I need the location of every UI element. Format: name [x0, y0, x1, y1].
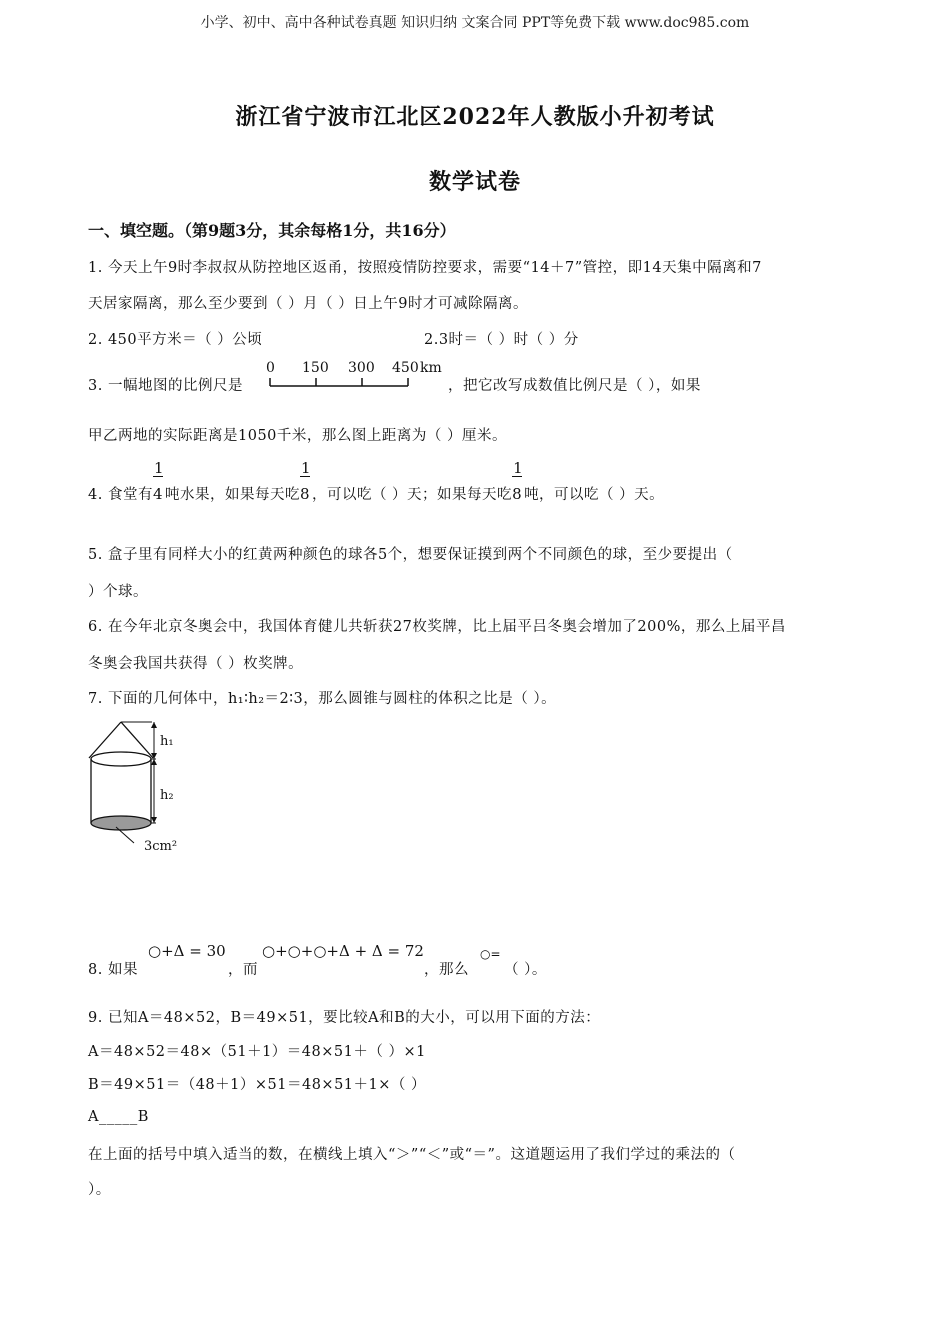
- q8-equation-1: ○+Δ = 30: [148, 942, 226, 960]
- q8-equation-2: ○+○+○+Δ + Δ = 72: [262, 942, 424, 960]
- q8-equation-3: ○=: [480, 947, 501, 961]
- q3-tail: ，把它改写成数值比例尺是（ ），如果: [448, 378, 701, 394]
- label-base-area: 3cm²: [144, 839, 178, 854]
- q3-lead: 3. 一幅地图的比例尺是: [88, 378, 243, 394]
- q4-part-2: 吨水果，如果每天吃: [164, 487, 300, 503]
- q2-part-2: 2.3时＝（ ）时（ ）分: [424, 332, 579, 348]
- scale-unit: km: [420, 360, 442, 376]
- q4-part-3: ，可以吃（ ）天；如果每天吃: [311, 487, 513, 503]
- page-header-banner: 小学、初中、高中各种试卷真题 知识归纳 文案合同 PPT等免费下载 www.doc985.com: [200, 15, 750, 31]
- q4-part-4: 吨，可以吃（ ）天。: [524, 487, 665, 503]
- q1-line-1: 1. 今天上午9时李叔叔从防控地区返甬，按照疫情防控要求，需要“14＋7”管控，即14天集中隔离和7: [88, 260, 762, 276]
- title-line-1: 浙江省宁波市江北区2022年人教版小升初考试: [235, 104, 715, 130]
- q6-line-1: 6. 在今年北京冬奥会中，我国体育健儿共斩获27枚奖牌，比上届平吕冬奥会增加了200%，那么上届平昌: [88, 619, 786, 635]
- q5-line-1: 5. 盒子里有同样大小的红黄两种颜色的球各5个，想要保证摸到两个不同颜色的球，至少要提出（: [88, 547, 733, 563]
- q9-line-3: B＝49×51＝（48＋1）×51＝48×51＋1×（ ）: [88, 1077, 427, 1093]
- q5-line-2: ）个球。: [88, 584, 148, 600]
- scale-label-0: 0: [266, 360, 275, 376]
- q8-mid-2: ，那么: [424, 962, 469, 978]
- scale-label-450: 450: [392, 360, 419, 376]
- cone-cylinder-drawing: [86, 718, 196, 863]
- scale-label-300: 300: [348, 360, 375, 376]
- q7-line-1: 7. 下面的几何体中，h₁∶h₂＝2∶3，那么圆锥与圆柱的体积之比是（ ）。: [88, 691, 557, 707]
- q9-line-5: 在上面的括号中填入适当的数，在横线上填入“＞”“＜”或“＝”。这道题运用了我们学过的乘法的（: [88, 1147, 736, 1163]
- q9-line-4: A_____B: [88, 1109, 149, 1125]
- q8-tail: （ ）。: [504, 962, 547, 978]
- fraction-1-4: $\frac{1}{4}$: [152, 459, 164, 503]
- scale-bar: [266, 360, 446, 390]
- q4-line: [88, 459, 665, 504]
- q8-lead: 8. 如果: [88, 962, 138, 978]
- q1-line-2: 天居家隔离，那么至少要到（ ）月（ ）日上午9时才可减除隔离。: [88, 296, 528, 312]
- label-h2: h₂: [160, 788, 174, 803]
- q6-line-2: 冬奥会我国共获得（ ）枚奖牌。: [88, 656, 304, 672]
- cone-cylinder-figure: [86, 718, 196, 863]
- fraction-1-8-a: $\frac{1}{8}$: [299, 459, 311, 503]
- q9-line-1: 9. 已知A＝48×52，B＝49×51，要比较A和B的大小，可以用下面的方法：: [88, 1010, 601, 1026]
- fraction-1-8-b: $\frac{1}{8}$: [512, 459, 524, 503]
- q4-part-1: 4. 食堂有: [88, 487, 153, 503]
- q9-line-6: ）。: [88, 1182, 111, 1198]
- q9-line-2: A＝48×52＝48×（51＋1）＝48×51＋（ ）×1: [88, 1044, 426, 1060]
- scale-label-150: 150: [302, 360, 329, 376]
- q8-mid: ，而: [228, 962, 258, 978]
- label-h1: h₁: [160, 734, 174, 749]
- q2-part-1: 2. 450平方米＝（ ）公顷: [88, 332, 263, 348]
- q3-line-2: 甲乙两地的实际距离是1050千米，那么图上距离为（ ）厘米。: [88, 428, 508, 444]
- title-line-2: 数学试卷: [428, 169, 521, 195]
- section-heading: 一、填空题。（第9题3分，其余每格1分，共16分）: [88, 221, 456, 240]
